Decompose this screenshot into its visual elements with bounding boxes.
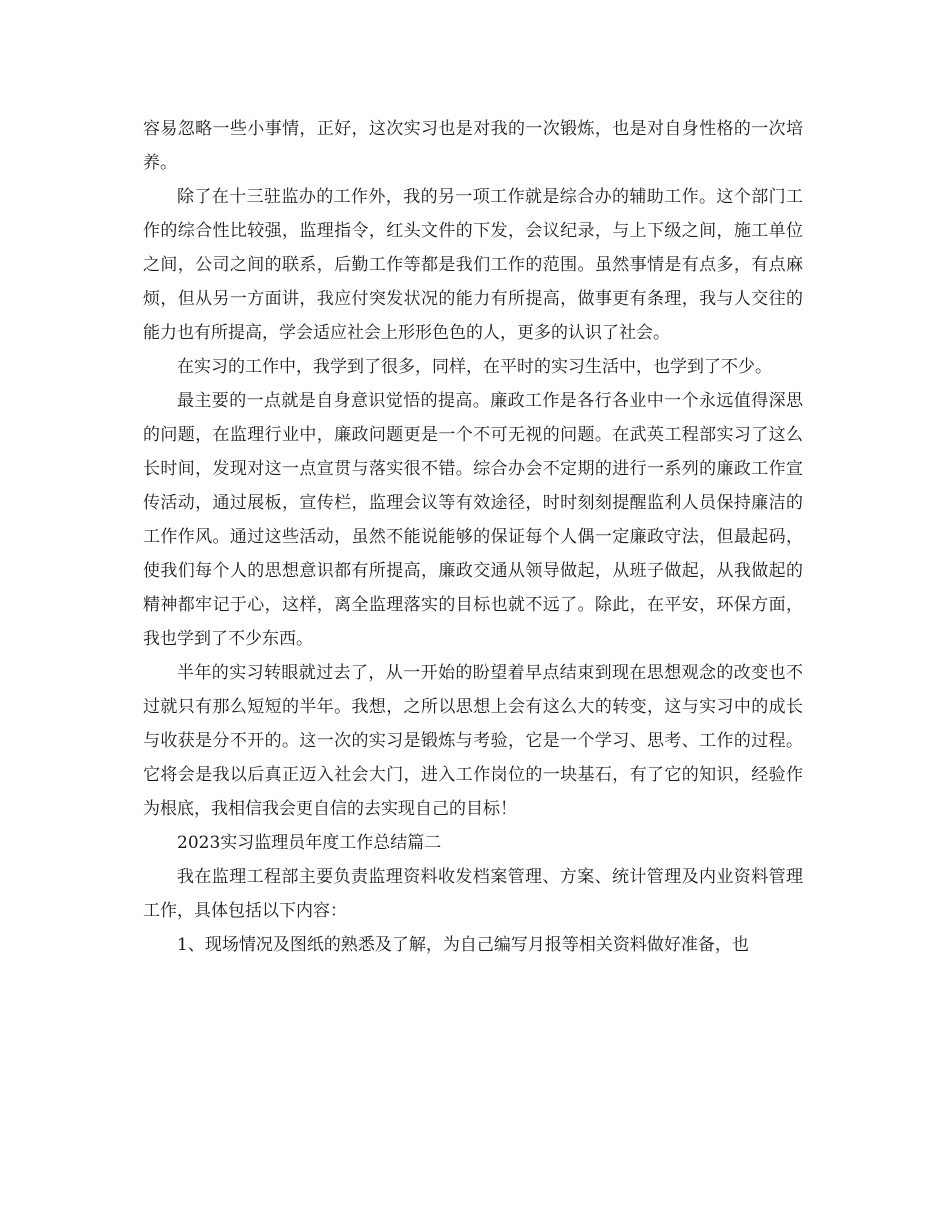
paragraph-integrity: 最主要的一点就是自身意识觉悟的提高。廉政工作是各行各业中一个永远值得深思的问题，在监理行业中，廉政问题更是一个不可无视的问题。在武英工程部实习了这么长时间，发现对这一点宣贯与落实很不错。综合办会不定期的进行一系列的廉政工作宣传活动，通过展板，宣传栏，监理会议等有效途径，时时刻刻提醒监利人员保持廉洁的工作作风。通过这些活动，虽然不能说能够的保证每个人偶一定廉政守法，但最起码，使我们每个人的思想意识都有所提高，廉政交通从领导做起，从班子做起，从我做起的精神都牢记于心，这样，离全监理落实的目标也就不远了。除此，在平安，环保方面，我也学到了不少东西。 xyxy=(143,391,803,649)
paragraph-responsibilities: 我在监理工程部主要负责监理资料收发档案管理、方案、统计管理及内业资料管理工作，具体包括以下内容： xyxy=(143,867,803,921)
paragraph-office-work: 除了在十三驻监办的工作外，我的另一项工作就是综合办的辅助工作。这个部门工作的综合性比较强，监理指令，红头文件的下发，会议纪录，与上下级之间，施工单位之间，公司之间的联系，后勤工作等都是我们工作的范围。虽然事情是有点多，有点麻烦，但从另一方面讲，我应付突发状况的能力有所提高，做事更有条理，我与人交往的能力也有所提高，学会适应社会上形形色色的人，更多的认识了社会。 xyxy=(143,187,803,343)
paragraph-reflection: 半年的实习转眼就过去了，从一开始的盼望着早点结束到现在思想观念的改变也不过就只有那么短短的半年。我想，之所以思想上会有这么大的转变，这与实习中的成长与收获是分不开的。这一次的实习是锻炼与考验，它是一个学习、思考、工作的过程。它将会是我以后真正迈入社会大门，进入工作岗位的一块基石，有了它的知识，经验作为根底，我相信我会更自信的去实现自己的目标！ xyxy=(143,663,803,819)
paragraph-continuation: 容易忽略一些小事情，正好，这次实习也是对我的一次锻炼，也是对自身性格的一次培养。 xyxy=(143,119,803,173)
paragraph-learning: 在实习的工作中，我学到了很多，同样，在平时的实习生活中，也学到了不少。 xyxy=(177,357,772,377)
document-body xyxy=(143,112,803,962)
section-heading: 2023实习监理员年度工作总结篇二 xyxy=(177,833,442,853)
list-item-1: 1、现场情况及图纸的熟悉及了解，为自己编写月报等相关资料做好准备，也 xyxy=(177,935,749,955)
